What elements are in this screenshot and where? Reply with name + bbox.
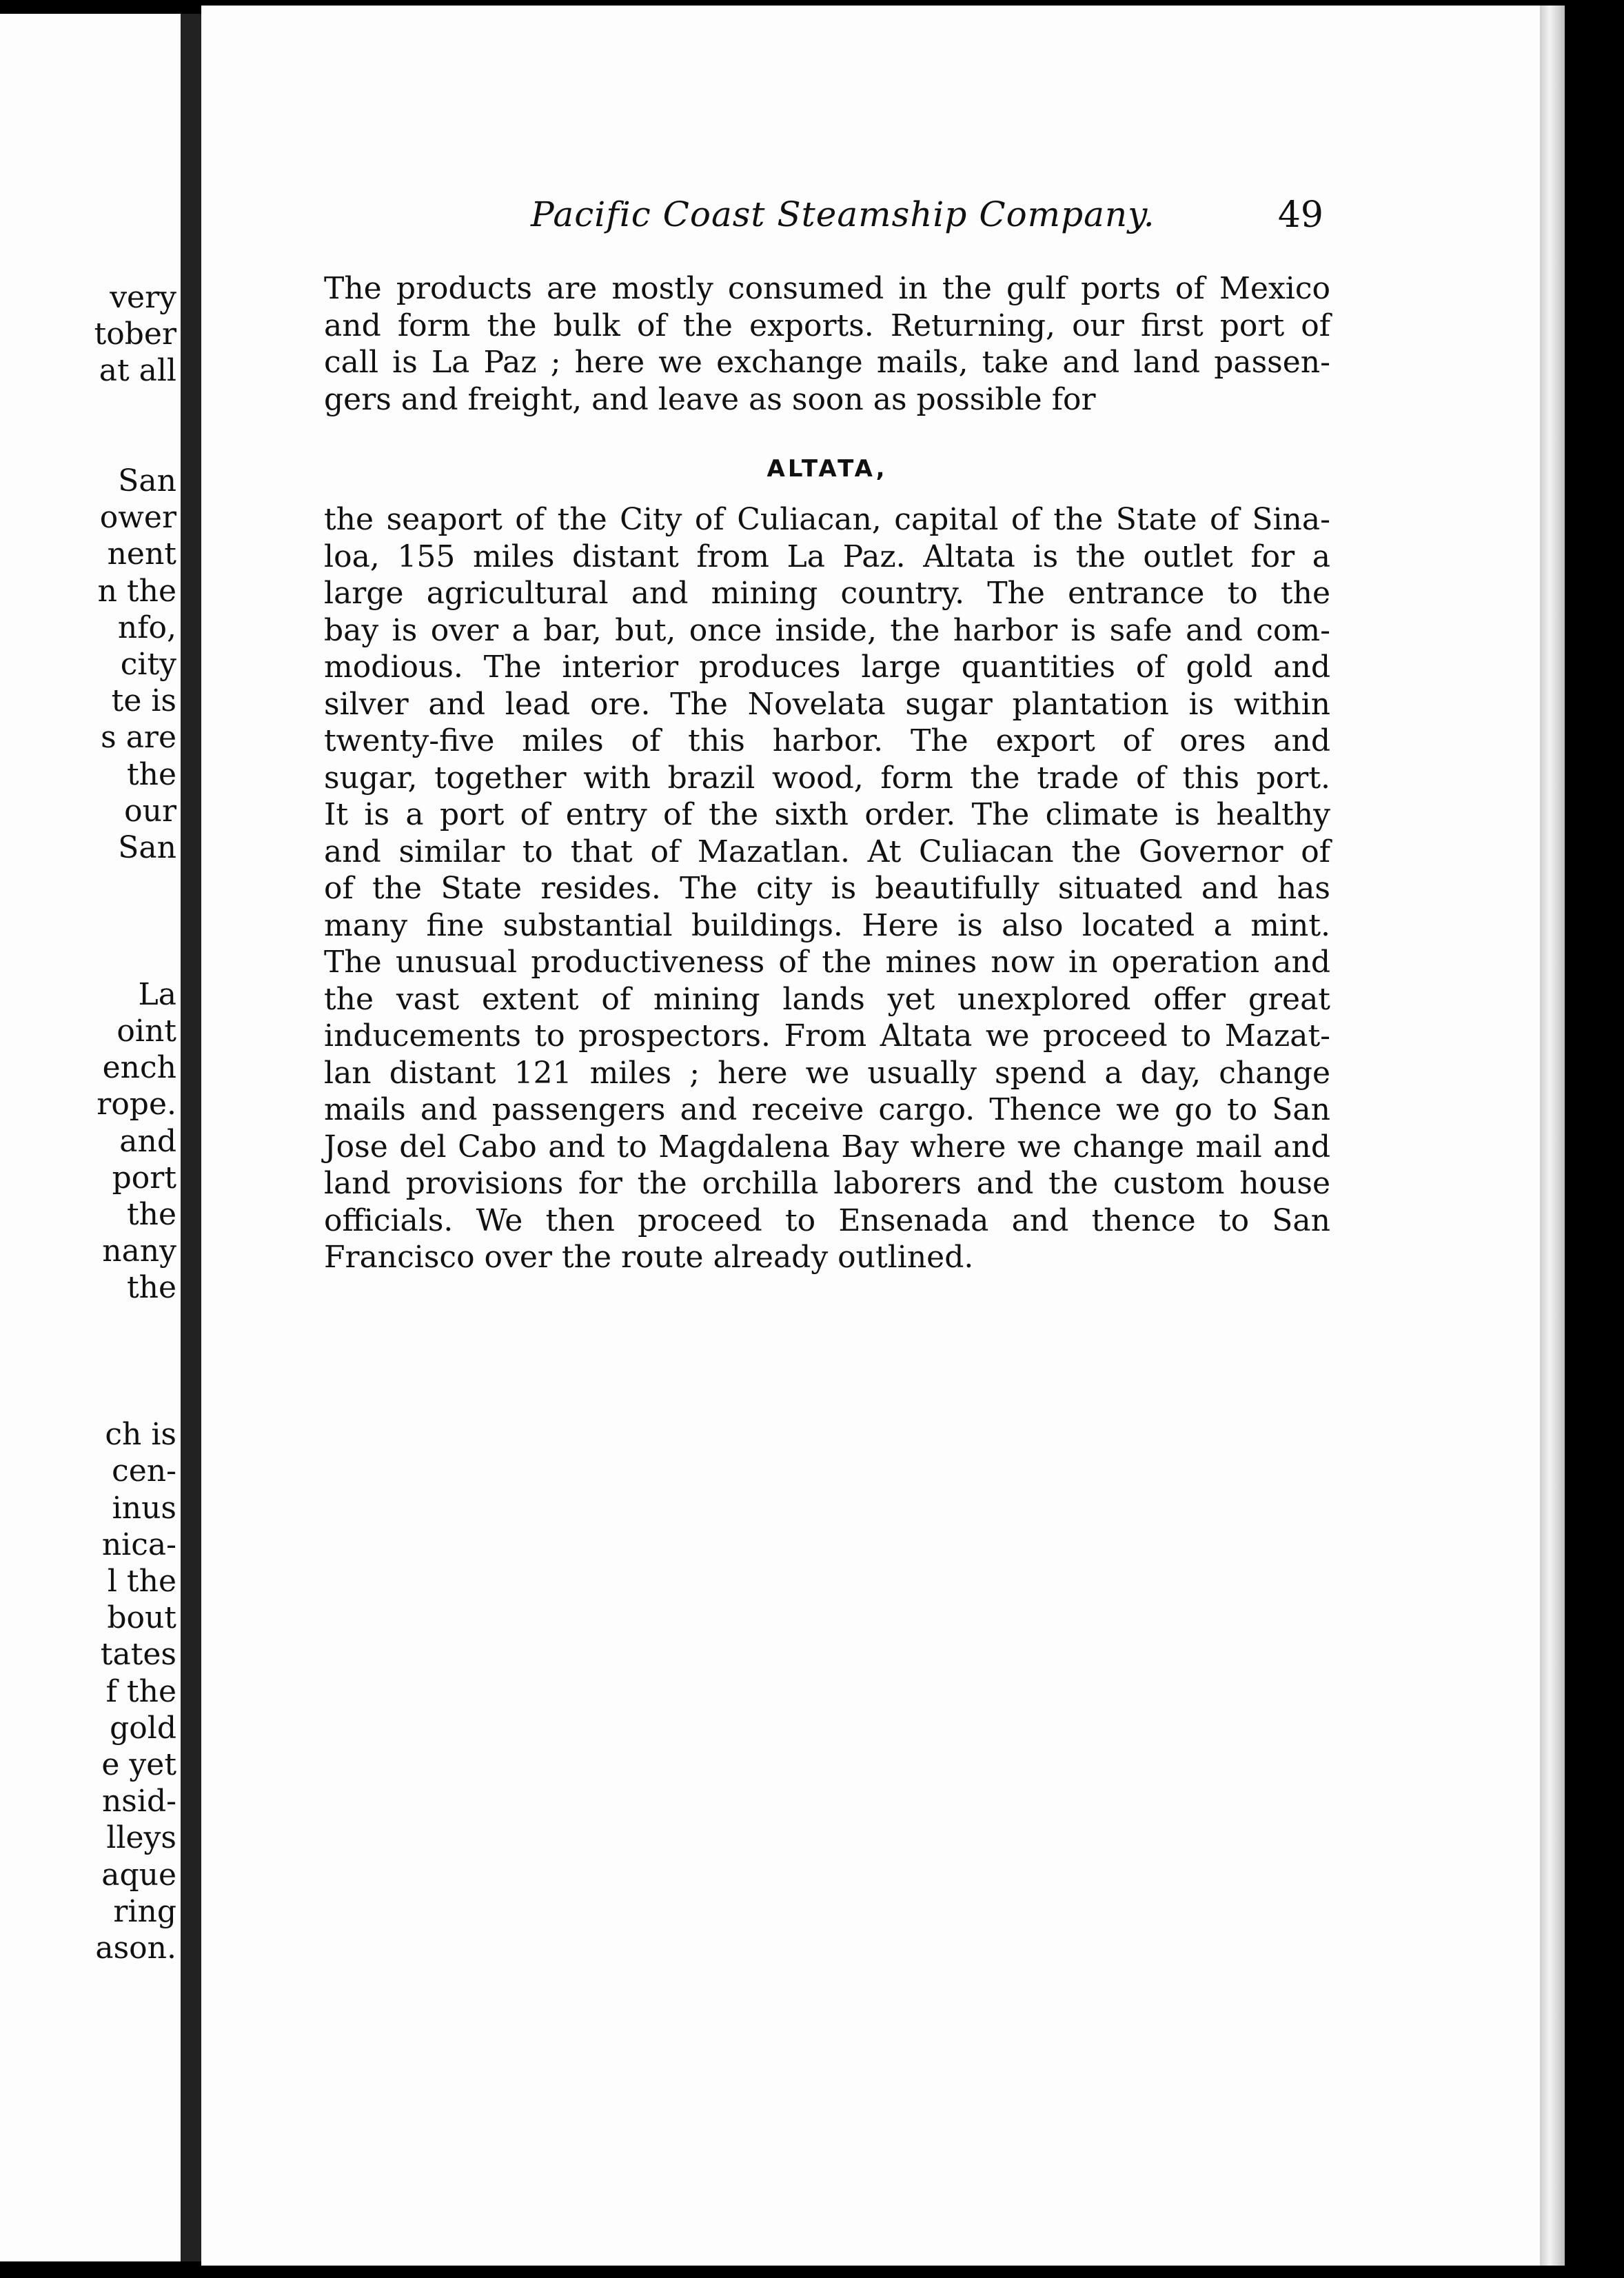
left-page-line: San xyxy=(118,463,176,498)
left-page-line: very xyxy=(110,280,176,315)
left-page-line: nica- xyxy=(101,1526,176,1562)
left-page-line: San xyxy=(118,830,176,865)
paragraph-1-line: and form the bulk of the exports. Returning, our first port of xyxy=(324,308,1330,343)
book-gutter xyxy=(181,14,201,2261)
left-page-line: ch is xyxy=(105,1417,176,1453)
page-edge xyxy=(1540,6,1565,2266)
page-header xyxy=(324,194,1323,243)
paragraph-2-line: Jose del Cabo and to Magdalena Bay where we change mail and xyxy=(324,1129,1330,1165)
left-page-fragment xyxy=(0,14,181,2261)
left-page-line: ring xyxy=(113,1893,176,1929)
left-page-line: the xyxy=(126,1270,176,1306)
paragraph-2-line: mails and passengers and receive cargo. Thence we go to San xyxy=(324,1092,1330,1127)
paragraph-2-line: officials. We then proceed to Ensenada and thence to San xyxy=(324,1202,1330,1238)
running-title: Pacific Coast Steamship Company. xyxy=(531,194,1155,234)
paragraph-1-line: gers and freight, and leave as soon as possible for xyxy=(324,381,1096,417)
paragraph-2-line: modious. The interior produces large quantities of gold and xyxy=(324,649,1330,685)
paragraph-2-line: The unusual productiveness of the mines now in operation and xyxy=(324,945,1330,980)
left-page-line: gold xyxy=(110,1710,176,1746)
paragraph-2-line: silver and lead ore. The Novelata sugar plantation is within xyxy=(324,686,1330,722)
paragraph-2-line: lan distant 121 miles ; here we usually spend a day, change xyxy=(324,1055,1330,1091)
paragraph-2-line: It is a port of entry of the sixth order. The climate is healthy xyxy=(324,797,1330,832)
paragraph-2-line: the seaport of the City of Culiacan, capital of the State of Sina- xyxy=(324,502,1330,537)
left-page-line: port xyxy=(112,1160,176,1196)
left-page-line: ench xyxy=(102,1050,176,1086)
left-page-line: rope. xyxy=(97,1087,176,1122)
left-page-line: nsid- xyxy=(101,1784,176,1820)
section-heading: ALTATA, xyxy=(767,455,888,483)
left-page-line: La xyxy=(138,976,176,1012)
left-page-line: cen- xyxy=(112,1453,176,1489)
left-page-line: e yet xyxy=(101,1747,176,1782)
left-page-line: ower xyxy=(99,500,176,536)
left-page-line: nany xyxy=(102,1233,176,1269)
left-page-line: f the xyxy=(105,1673,176,1709)
left-page-line: tober xyxy=(94,316,176,352)
left-page-line: n the xyxy=(97,573,176,609)
paragraph-2-line: land provisions for the orchilla laborers and the custom house xyxy=(324,1166,1330,1201)
paragraph-2-line: twenty-five miles of this harbor. The export of ores and xyxy=(324,723,1330,758)
left-page-line: nfo, xyxy=(117,609,176,645)
paragraph-2 xyxy=(324,501,1330,1276)
left-page-line: tates xyxy=(100,1637,176,1673)
paragraph-1-line: The products are mostly consumed in the gulf ports of Mexico xyxy=(324,271,1330,306)
paragraph-2-line: the vast extent of mining lands yet unexplored offer great xyxy=(324,981,1330,1017)
paragraph-2-line: and similar to that of Mazatlan. At Culiacan the Governor of xyxy=(324,834,1330,869)
paragraph-2-line: bay is over a bar, but, once inside, the harbor is safe and com- xyxy=(324,612,1330,648)
left-page-line: lleys xyxy=(106,1820,176,1856)
paragraph-2-line: inducements to prospectors. From Altata we proceed to Mazat- xyxy=(324,1018,1330,1054)
paragraph-2-line: of the State resides. The city is beautifully situated and has xyxy=(324,871,1330,906)
left-page-line: oint xyxy=(116,1014,176,1049)
paragraph-2-line: sugar, together with brazil wood, form the trade of this port. xyxy=(324,760,1330,796)
left-page-line: and xyxy=(119,1123,176,1159)
paragraph-2-line: Francisco over the route already outlined. xyxy=(324,1240,974,1275)
left-page-line: the xyxy=(126,756,176,792)
left-page-line: l the xyxy=(107,1564,176,1599)
left-page-line: te is xyxy=(111,683,176,719)
left-page-line: the xyxy=(126,1197,176,1232)
left-page-line: city xyxy=(120,647,176,682)
left-page-line: nent xyxy=(107,536,176,572)
paragraph-2-line: loa, 155 miles distant from La Paz. Altata is the outlet for a xyxy=(324,538,1330,574)
left-page-line: our xyxy=(124,793,176,829)
left-page-line: bout xyxy=(107,1600,176,1636)
left-page-line: ason. xyxy=(95,1931,176,1966)
paragraph-1 xyxy=(324,270,1330,418)
paragraph-2-line: large agricultural and mining country. The entrance to the xyxy=(324,576,1330,611)
paragraph-1-line: call is La Paz ; here we exchange mails, take and land passen- xyxy=(324,345,1330,380)
left-page-line: at all xyxy=(99,353,176,389)
left-page-line: s are xyxy=(101,720,176,756)
left-page-line: aque xyxy=(101,1857,176,1893)
left-page-line: inus xyxy=(112,1490,176,1526)
paragraph-2-line: many fine substantial buildings. Here is also located a mint. xyxy=(324,907,1330,943)
page-number: 49 xyxy=(1277,194,1323,236)
